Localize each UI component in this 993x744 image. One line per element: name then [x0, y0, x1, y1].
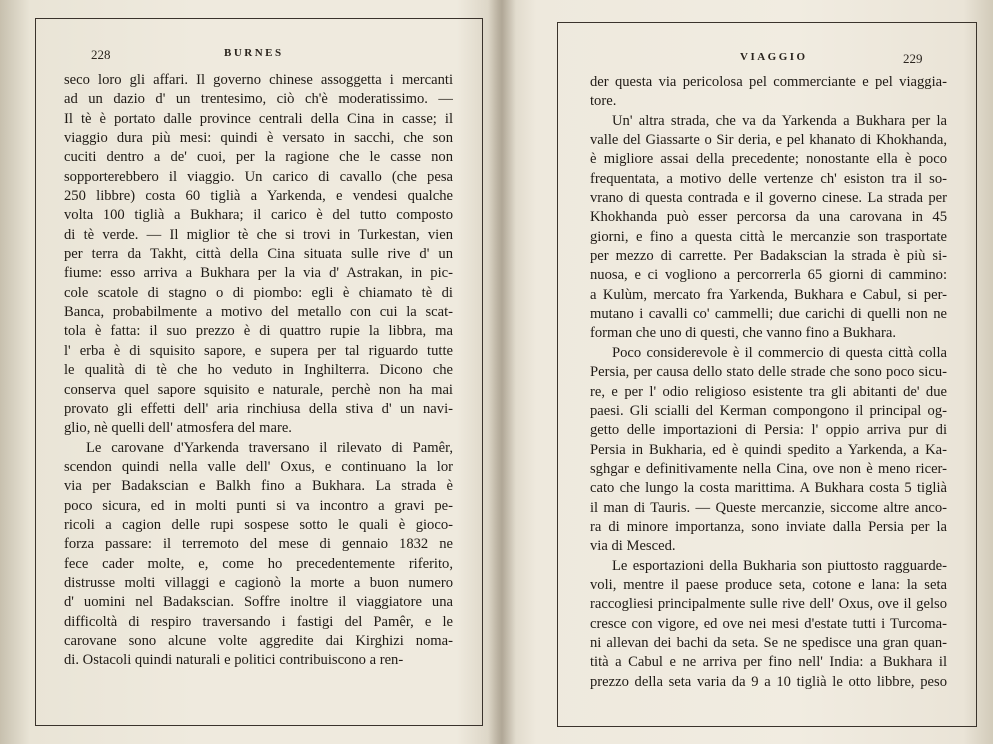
text-line: cresce con vigore, ed ove nei mesi d'estate tutti i Turcoma-: [590, 615, 947, 632]
text-line: provato gli effetti dell' aria rinchiusa della stiva d' un navi-: [64, 400, 453, 417]
text-line: di. Ostacoli quindi naturali e politici contribuiscono a ren-: [64, 652, 404, 669]
left-page: [35, 18, 483, 726]
text-line: tola è fatta: il suo prezzo è di quattro rupie la libbra, ma: [64, 323, 453, 340]
text-line: vrano di questa contrada e il governo cinese. La strada per: [590, 190, 947, 207]
text-line: sopporterebbero il viaggio. Un carico di cavallo (che pesa: [64, 168, 453, 185]
left-running-title: BURNES: [224, 47, 284, 59]
left-page-number: 228: [91, 47, 111, 62]
text-line: il man di Tauris. — Queste mercanzie, siccome altre anco-: [590, 499, 947, 516]
book-gutter: [488, 0, 516, 744]
text-line: fiume: esso arriva a Bukhara per la via d' Astrakan, in pic-: [64, 265, 453, 282]
text-line: di tè verde. — Il miglior tè che si trovi in Turkestan, vien: [64, 226, 453, 243]
text-line: getto delle importazioni di Persia: l' oppio arriva pur di: [590, 422, 947, 439]
right-page-text: [590, 73, 947, 692]
text-line: ad un dazio d' un trentesimo, ciò ch'è moderatissimo. —: [64, 91, 453, 108]
text-line: forza passare: il terremoto del mese di gennaio 1832 ne: [64, 536, 453, 553]
right-page: [557, 22, 977, 727]
right-page-number: 229: [903, 51, 923, 66]
text-line: valle del Giassarte o Sir deria, e pel khanato di Khokhanda,: [590, 132, 947, 149]
text-line: volta 100 tiglià a Bukhara; il carico è del tutto composto: [64, 207, 453, 224]
text-line: via di Mesced.: [590, 538, 676, 555]
text-line: d' uomini nel Badakscian. Soffre inoltre il viaggiatore una: [64, 594, 453, 611]
text-line: è migliore assai della precedente; nonostante ella è poco: [590, 151, 947, 168]
text-line: cuciti dentro a de' cuoi, per la ragione che le casse non: [64, 149, 453, 166]
text-line: poco sicura, ed in molti punti si va incontro a gravi pe-: [64, 497, 453, 514]
text-line: l' erba è di squisito sapore, e supera per tal riguardo tutte: [64, 342, 453, 359]
left-page-text: [64, 71, 453, 671]
text-line: voli, mentre il paese produce seta, cotone e lana: la seta: [590, 576, 947, 593]
text-line: Le esportazioni della Bukharia son piuttosto ragguarde-: [612, 557, 947, 574]
text-line: distrusse molti villaggi e cagionò la morte a buon numero: [64, 574, 453, 591]
text-line: seco loro gli affari. Il governo chinese assoggetta i mercanti: [64, 72, 453, 88]
text-line: frequentata, a motivo delle vertenze ch' esiston tra il so-: [590, 170, 947, 187]
text-line: difficoltà di respiro traversando i fastigi del Pamêr, e le: [64, 613, 453, 630]
text-line: via per Badakscian e Balkh fino a Bukhara. La strada è: [64, 478, 453, 495]
text-line: ricoli a cagion delle rupi sospese sotto le quali è gioco-: [64, 516, 453, 533]
text-line: tità a Cabul e ne arriva per fino nell' India: a Bukhara il: [590, 654, 947, 671]
text-line: sghgar e definitivamente nella Cina, ove non è meno ricer-: [590, 460, 947, 477]
text-line: paesi. Gli scialli del Kerman compongono il principal og-: [590, 402, 947, 419]
text-line: nuosa, e ci vogliono a percorrerla 65 giorni di cammino:: [590, 267, 947, 284]
text-line: prezzo della seta varia da 9 a 10 tiglià le otto libbre, peso: [590, 673, 947, 690]
text-line: cole scatole di stagno o di piombo: egli è chiamato tè di: [64, 284, 453, 301]
text-line: glio, nè quelli dell' atmosfera del mare.: [64, 420, 292, 437]
left-page-header: [36, 47, 482, 65]
text-line: forman che uno di questi, che vanno fino a Bukhara.: [590, 325, 896, 342]
text-line: 250 libbre) costa 60 tiglià a Yarkenda, e vendesi qualche: [64, 188, 453, 205]
text-line: cato che lungo la costa marittima. A Bukhara costa 5 tiglià: [590, 480, 947, 497]
text-line: raccogliesi principalmente sulle rive dell' Oxus, ove il gelso: [590, 596, 947, 613]
text-line: giorni, e fino a questa città le mercanzie son trasportate: [590, 228, 947, 245]
text-line: viaggio dura più mesi: quindi è versato in sacchi, che son: [64, 130, 453, 147]
text-line: Banca, probabilmente a motivo del metallo con cui la scat-: [64, 304, 453, 321]
text-line: der questa via pericolosa pel commerciante e pel viaggia-: [590, 74, 947, 90]
text-line: Khokhanda può esser percorsa da una carovana in 45: [590, 209, 947, 226]
text-line: fece cader molte, e, come ho precedentemente riferito,: [64, 555, 453, 572]
text-line: re, e per l' odio religioso esistente tra gli abitanti de' due: [590, 383, 947, 400]
text-line: Persia in Bukharia, ed è quindi spedito a Yarkenda, a Ka-: [590, 441, 947, 458]
text-line: Le carovane d'Yarkenda traversano il rilevato di Pamêr,: [86, 439, 453, 456]
text-line: per terra da Takht, città della Cina situata sulle rive d' un: [64, 246, 453, 263]
text-line: per mezzo di carrette. Per Badakscian la strada è più si-: [590, 248, 947, 265]
right-page-header: [558, 51, 976, 69]
text-line: carovane sono alcune volte aggredite dai Kirghizi noma-: [64, 632, 453, 649]
text-line: Persia, per causa dello stato delle strade che sono poco sicu-: [590, 364, 947, 381]
text-line: ni allevan dei bachi da seta. Se ne spedisce una gran quan-: [590, 634, 947, 651]
text-line: scendon quindi nella valle dell' Oxus, e continuano la lor: [64, 458, 453, 475]
text-line: a Kulùm, mercato fra Yarkenda, Bukhara e Cabul, si per-: [590, 286, 947, 303]
text-line: conserva quel sapore squisito e naturale, perchè non ha mai: [64, 381, 453, 398]
text-line: ra di minore importanza, sono inviate dalla Persia per la: [590, 518, 947, 535]
text-line: Il tè è portato dalle province centrali della Cina in casse; il: [64, 110, 453, 127]
text-line: mutano i cavalli co' cammelli; due carichi di quelli non ne: [590, 306, 947, 323]
text-line: tore.: [590, 93, 617, 110]
text-line: Poco considerevole è il commercio di questa città colla: [612, 344, 947, 361]
right-running-title: VIAGGIO: [740, 51, 808, 63]
text-line: le qualità di tè che ho veduto in Inghilterra. Dicono che: [64, 362, 453, 379]
text-line: Un' altra strada, che va da Yarkenda a Bukhara per la: [612, 112, 947, 129]
